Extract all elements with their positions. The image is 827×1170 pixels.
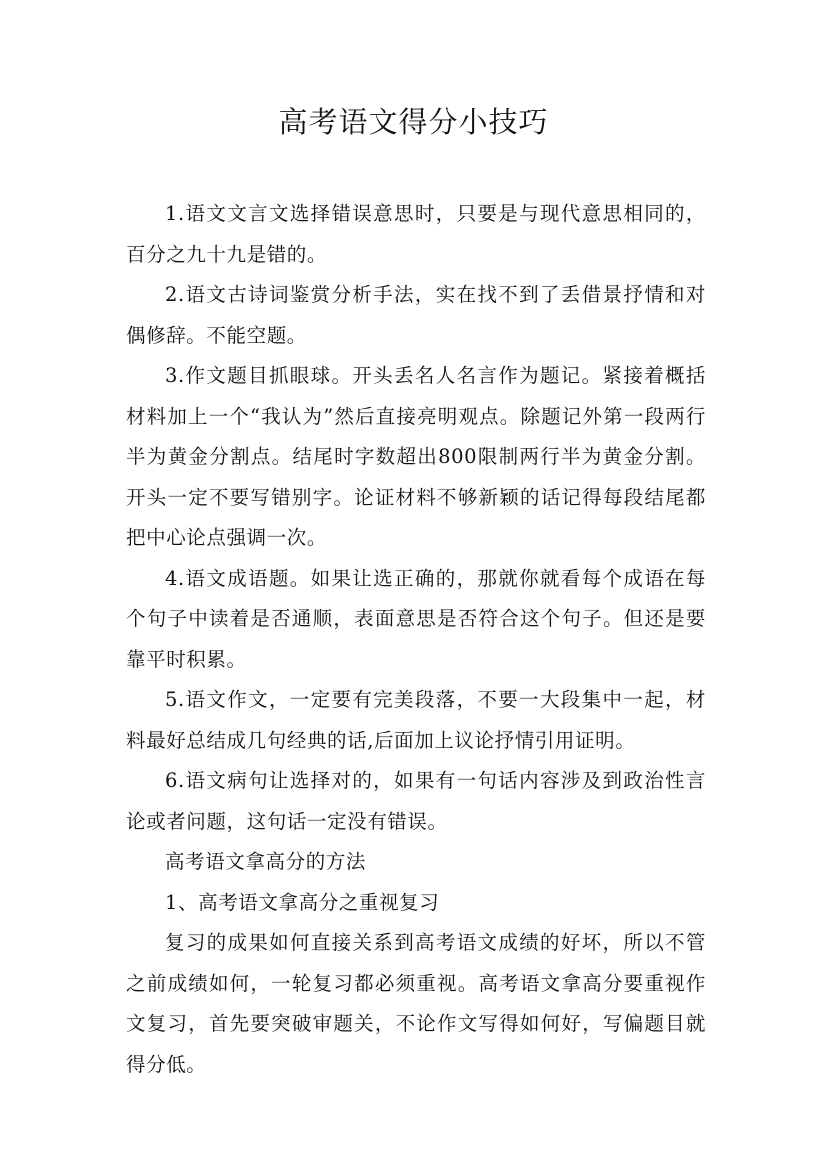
paragraph-review: 复习的成果如何直接关系到高考语文成绩的好坏，所以不管之前成绩如何，一轮复习都必须重视。高考语文拿高分要重视作文复习，首先要突破审题关，不论作文写得如何好，写偏题目就得分低。 bbox=[126, 931, 706, 1076]
document-title: 高考语文得分小技巧 bbox=[278, 105, 549, 139]
paragraph-tip-1: 1.语文文言文选择错误意思时，只要是与现代意思相同的，百分之九十九是错的。 bbox=[126, 202, 706, 266]
paragraph-tip-6: 6.语文病句让选择对的，如果有一句话内容涉及到政治性言论或者问题，这句话一定没有错误。 bbox=[126, 769, 706, 833]
paragraph-tip-5: 5.语文作文，一定要有完美段落，不要一大段集中一起，材料最好总结成几句经典的话,后面加上议论抒情引用证明。 bbox=[126, 688, 706, 752]
document-body bbox=[126, 194, 706, 1085]
paragraph-tip-3: 3.作文题目抓眼球。开头丢名人名言作为题记。紧接着概括材料加上一个“我认为”然后直接亮明观点。除题记外第一段两行半为黄金分割点。结尾时字数超出800限制两行半为黄金分割。开头一定不要写错别字。论证材料不够新颖的话记得每段结尾都把中心论点强调一次。 bbox=[126, 364, 706, 549]
paragraph-tip-2: 2.语文古诗词鉴赏分析手法，实在找不到了丢借景抒情和对偶修辞。不能空题。 bbox=[126, 283, 706, 347]
subsection-heading: 1、高考语文拿高分之重视复习 bbox=[165, 890, 440, 914]
section-heading: 高考语文拿高分的方法 bbox=[165, 850, 367, 873]
paragraph-tip-4: 4.语文成语题。如果让选正确的，那就你就看每个成语在每个句子中读着是否通顺，表面意思是否符合这个句子。但还是要靠平时积累。 bbox=[126, 566, 706, 671]
